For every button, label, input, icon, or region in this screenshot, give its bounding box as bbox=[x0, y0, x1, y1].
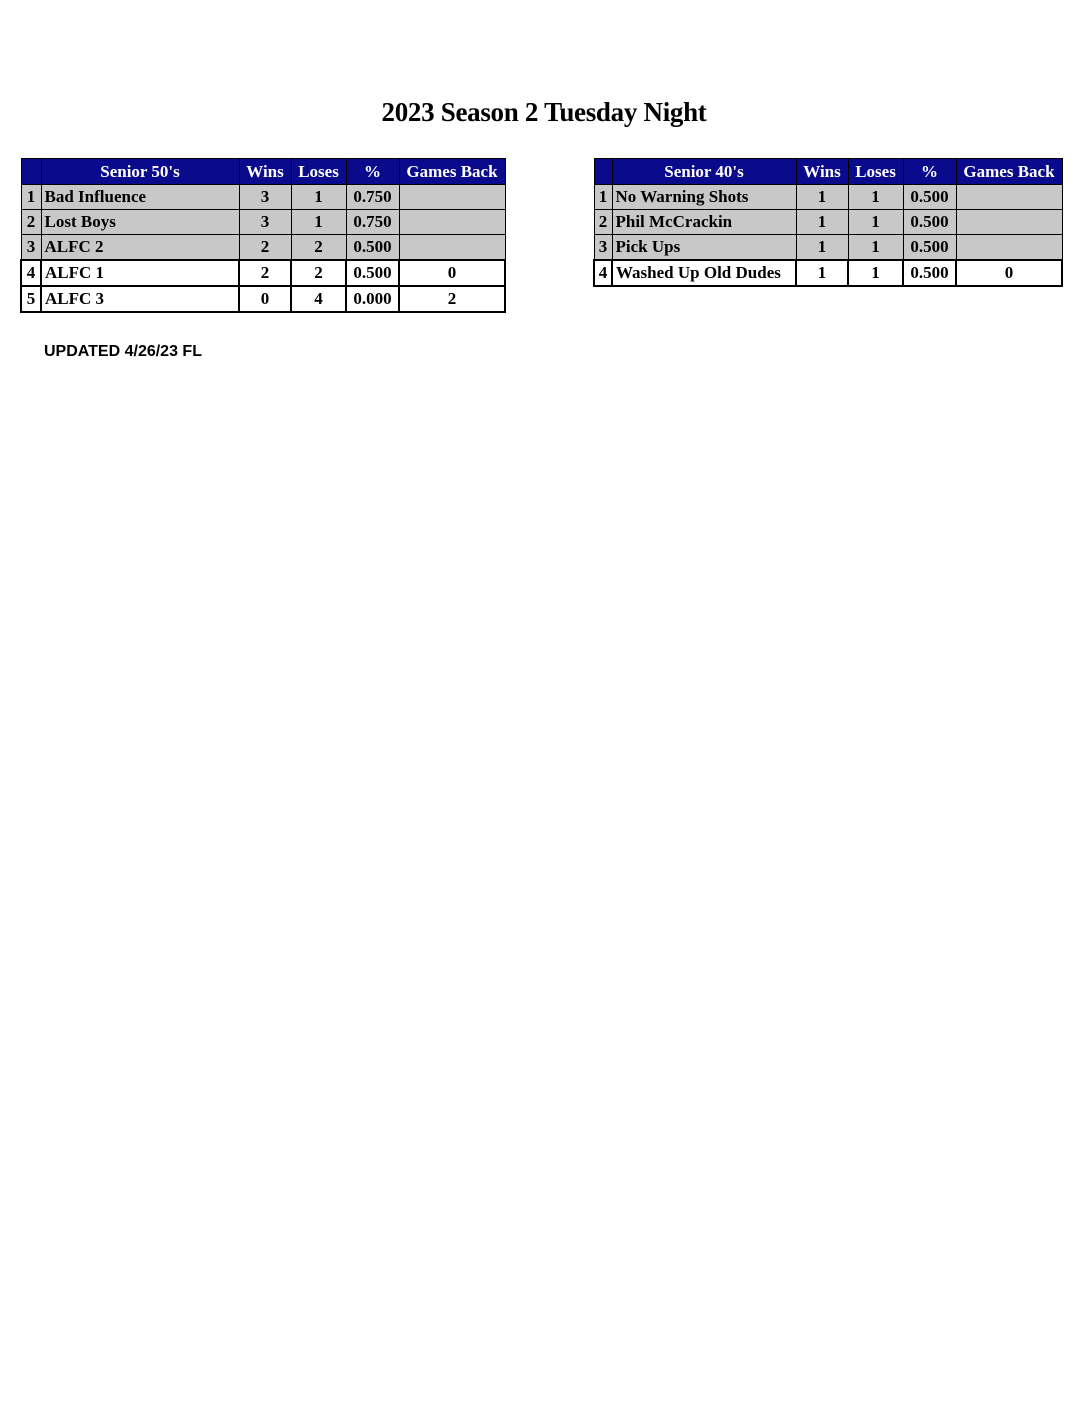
team-cell: ALFC 2 bbox=[41, 235, 239, 261]
games-back-header: Games Back bbox=[956, 159, 1062, 185]
pct-cell: 0.500 bbox=[346, 260, 399, 286]
updated-note: UPDATED 4/26/23 FL bbox=[44, 343, 202, 360]
table-row bbox=[21, 210, 505, 235]
loses-cell: 1 bbox=[848, 260, 903, 286]
rank-cell: 4 bbox=[594, 260, 612, 286]
loses-cell: 1 bbox=[291, 210, 346, 235]
rank-cell: 2 bbox=[594, 210, 612, 235]
games-back-cell bbox=[399, 235, 505, 261]
table-row bbox=[21, 286, 505, 312]
team-cell: Washed Up Old Dudes bbox=[612, 260, 796, 286]
pct-header: % bbox=[903, 159, 956, 185]
wins-cell: 1 bbox=[796, 235, 848, 261]
games-back-cell bbox=[956, 235, 1062, 261]
games-back-header: Games Back bbox=[399, 159, 505, 185]
games-back-cell bbox=[399, 210, 505, 235]
wins-header: Wins bbox=[239, 159, 291, 185]
table-row bbox=[594, 235, 1062, 261]
games-back-cell bbox=[399, 185, 505, 210]
rank-cell: 5 bbox=[21, 286, 41, 312]
wins-header: Wins bbox=[796, 159, 848, 185]
loses-header: Loses bbox=[848, 159, 903, 185]
loses-cell: 1 bbox=[291, 185, 346, 210]
wins-cell: 1 bbox=[796, 210, 848, 235]
games-back-cell: 0 bbox=[399, 260, 505, 286]
loses-cell: 1 bbox=[848, 210, 903, 235]
team-cell: Lost Boys bbox=[41, 210, 239, 235]
wins-cell: 2 bbox=[239, 235, 291, 261]
team-cell: ALFC 3 bbox=[41, 286, 239, 312]
rank-header bbox=[594, 159, 612, 185]
table-row bbox=[21, 235, 505, 261]
pct-cell: 0.750 bbox=[346, 210, 399, 235]
rank-cell: 3 bbox=[21, 235, 41, 261]
games-back-cell: 2 bbox=[399, 286, 505, 312]
wins-cell: 3 bbox=[239, 185, 291, 210]
pct-cell: 0.500 bbox=[903, 185, 956, 210]
page-title: 2023 Season 2 Tuesday Night bbox=[381, 97, 707, 127]
team-cell: No Warning Shots bbox=[612, 185, 796, 210]
rank-cell: 3 bbox=[594, 235, 612, 261]
games-back-cell bbox=[956, 210, 1062, 235]
senior-40s-standings-table bbox=[593, 158, 1063, 287]
wins-cell: 2 bbox=[239, 260, 291, 286]
rank-cell: 4 bbox=[21, 260, 41, 286]
rank-header bbox=[21, 159, 41, 185]
loses-cell: 4 bbox=[291, 286, 346, 312]
games-back-cell bbox=[956, 185, 1062, 210]
pct-cell: 0.500 bbox=[903, 210, 956, 235]
table-row bbox=[21, 260, 505, 286]
games-back-cell: 0 bbox=[956, 260, 1062, 286]
pct-header: % bbox=[346, 159, 399, 185]
loses-cell: 2 bbox=[291, 235, 346, 261]
senior-50s-standings-table bbox=[20, 158, 506, 313]
pct-cell: 0.500 bbox=[903, 235, 956, 261]
table-header-row bbox=[594, 159, 1062, 185]
loses-cell: 2 bbox=[291, 260, 346, 286]
rank-cell: 1 bbox=[21, 185, 41, 210]
pct-cell: 0.750 bbox=[346, 185, 399, 210]
wins-cell: 1 bbox=[796, 260, 848, 286]
loses-cell: 1 bbox=[848, 185, 903, 210]
wins-cell: 0 bbox=[239, 286, 291, 312]
wins-cell: 1 bbox=[796, 185, 848, 210]
loses-cell: 1 bbox=[848, 235, 903, 261]
table-row bbox=[594, 185, 1062, 210]
wins-cell: 3 bbox=[239, 210, 291, 235]
team-cell: Bad Influence bbox=[41, 185, 239, 210]
pct-cell: 0.500 bbox=[346, 235, 399, 261]
pct-cell: 0.500 bbox=[903, 260, 956, 286]
team-cell: Pick Ups bbox=[612, 235, 796, 261]
table-row bbox=[594, 210, 1062, 235]
pct-cell: 0.000 bbox=[346, 286, 399, 312]
rank-cell: 2 bbox=[21, 210, 41, 235]
table-row bbox=[594, 260, 1062, 286]
division-header: Senior 50's bbox=[41, 159, 239, 185]
team-cell: Phil McCrackin bbox=[612, 210, 796, 235]
table-row bbox=[21, 185, 505, 210]
table-header-row bbox=[21, 159, 505, 185]
team-cell: ALFC 1 bbox=[41, 260, 239, 286]
loses-header: Loses bbox=[291, 159, 346, 185]
rank-cell: 1 bbox=[594, 185, 612, 210]
division-header: Senior 40's bbox=[612, 159, 796, 185]
